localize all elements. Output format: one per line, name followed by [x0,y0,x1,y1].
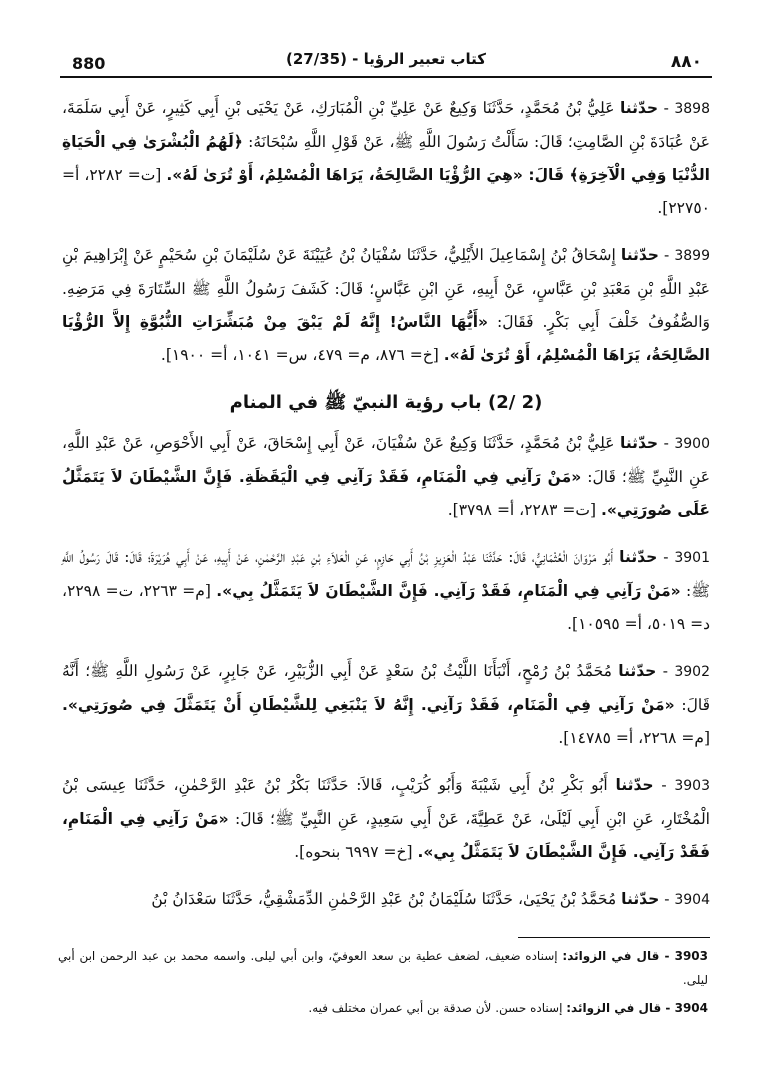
hadith-takhrij: [ت= ٢٢٨٢، أ= ٢٢٧٥٠]. [62,166,710,217]
hadith-matn: «مَنْ رَآنِي فِي الْمَنَامِ، فَقَدْ رَآنِي. فَإِنَّ الشَّيْطَانَ لاَ يَتَمَثَّلُ بِي». [62,810,710,861]
hadith-3900: 3900 - حدّثنا عَلِيُّ بْنُ مُحَمَّدٍ، حَدَّثَنَا وَكِيعٌ عَنْ سُفْيَانَ، عَنْ أَبِي إِسْحَاقَ، عَنْ أَبِي الأَحْوَصِ، عَنْ عَبْدِ اللَّهِ، عَنِ النَّبِيِّ ﷺ؛ قَالَ: «مَنْ رَآنِي فِي الْمَنَامِ، فَقَدْ رَآنِي فِي الْيَقَظَةِ. فَإِنَّ الشَّيْطَانَ لاَ يَتَمَثَّلُ عَلَى صُورَتِي». [ت= ٢٢٨٣، أ= ٣٧٩٨]. [62,434,710,519]
hadith-number: 3904 [674,892,710,908]
haddathana-word: حدّثنا [620,246,659,264]
hadith-matn: ﴿لَهُمُ الْبُشْرَىٰ فِي الْحَيَاةِ الدُّنْيَا وَفِي الْآخِرَةِ﴾ قَالَ: «هِيَ الرُّؤْيَا الصَّالِحَةُ، يَرَاهَا الْمُسْلِمُ، أَوْ تُرَىٰ لَهُ». [62,133,710,184]
haddathana-word: حدّثنا [619,99,659,117]
page-body [62,92,710,931]
footnote-label: 3904 - قال في الزوائد: [566,1001,708,1015]
hadith-3901: 3901 - حدّثنا أَبُو مَرْوَانَ الْعُثْمَانِيُّ، قَالَ: حَدَّثَنَا عَبْدُ الْعَزِيزِ بْنُ أَبِي حَازِمٍ، عَنِ الْعَلاَءِ بْنِ عَبْدِ الرَّحْمٰنِ، عَنْ أَبِيهِ، عَنْ أَبِي هُرَيْرَةَ؛ قَالَ: قَالَ رَسُولُ اللَّهِ ﷺ: «مَنْ رَآنِي فِي الْمَنَامِ، فَقَدْ رَآنِي. فَإِنَّ الشَّيْطَانَ لاَ يَتَمَثَّلُ بِي». [م= ٢٢٦٣، ت= ٢٢٩٨، د= ٥٠١٩، أ= ١٠٥٩٥]. [62,548,710,633]
hadith-number: 3902 [674,664,710,680]
hadith-3899: 3899 - حدّثنا إِسْحَاقُ بْنُ إِسْمَاعِيلَ الأَيْلِيُّ، حَدَّثَنَا سُفْيَانُ بْنُ عُيَيْنَةَ عَنْ سُلَيْمَانَ بْنِ سُحَيْمٍ عَنْ إِبْرَاهِيمَ بْنِ عَبْدِ اللَّهِ بْنِ مَعْبَدِ بْنِ عَبَّاسٍ، عَنْ أَبِيهِ، عَنِ ابْنِ عَبَّاسٍ؛ قَالَ: كَشَفَ رَسُولُ اللَّهِ ﷺ السِّتَارَةَ فِي مَرَضِهِ. وَالصُّفُوفُ خَلْفَ أَبِي بَكْرٍ. فَقَالَ: «أَيُّهَا النَّاسُ! إِنَّهُ لَمْ يَبْقَ مِنْ مُبَشِّرَاتِ النُّبُوَّةِ إِلاَّ الرُّؤْيَا الصَّالِحَةُ، يَرَاهَا الْمُسْلِمُ، أَوْ تُرَىٰ لَهُ». [خ= ٨٧٦، م= ٤٧٩، س= ١٠٤١، أ= ١٩٠٠]. [62,246,710,364]
chapter-title: (2 /2) باب رؤية النبيّ ﷺ في المنام [229,392,543,413]
hadith-3903: 3903 - حدّثنا أَبُو بَكْرِ بْنُ أَبِي شَيْبَةَ وَأَبُو كُرَيْبٍ، قَالاَ: حَدَّثَنَا بَكْرُ بْنُ عَبْدِ الرَّحْمٰنِ، حَدَّثَنَا عِيسَى بْنُ الْمُخْتَارِ، عَنِ ابْنِ أَبِي لَيْلَىٰ، عَنْ عَطِيَّةَ، عَنْ أَبِي سَعِيدٍ، عَنِ النَّبِيِّ ﷺ؛ قَالَ: «مَنْ رَآنِي فِي الْمَنَامِ، فَقَدْ رَآنِي. فَإِنَّ الشَّيْطَانَ لاَ يَتَمَثَّلُ بِي». [خ= ٦٩٩٧ بنحوه]. [62,776,710,861]
hadith-number: 3900 [674,436,710,452]
hadith-isnad: عَلِيُّ بْنُ مُحَمَّدٍ، حَدَّثَنَا وَكِيعٌ عَنْ سُفْيَانَ، عَنْ أَبِي إِسْحَاقَ، عَنْ أَبِي الأَحْوَصِ، عَنْ عَبْدِ اللَّهِ، عَنِ النَّبِيِّ ﷺ؛ قَالَ: [62,434,710,486]
hadith-matn: «مَنْ رَآنِي فِي الْمَنَامِ، فَقَدْ رَآنِي. إِنَّهُ لاَ يَنْبَغِي لِلشَّيْطَانِ أَنْ يَتَمَثَّلَ فِي صُورَتِي». [62,696,675,714]
hadith-isnad: أَبُو بَكْرِ بْنُ أَبِي شَيْبَةَ وَأَبُو كُرَيْبٍ، قَالاَ: حَدَّثَنَا بَكْرُ بْنُ عَبْدِ الرَّحْمٰنِ، حَدَّثَنَا عِيسَى بْنُ الْمُخْتَارِ، عَنِ ابْنِ أَبِي لَيْلَىٰ، عَنْ عَطِيَّةَ، عَنْ أَبِي سَعِيدٍ، عَنِ النَّبِيِّ ﷺ؛ قَالَ: [62,776,710,828]
running-title: (27/35) - كتاب تعبير الرؤيا [286,50,486,68]
page-number-arabic: ٨٨٠ [670,52,702,72]
hadith-isnad: عَلِيُّ بْنُ مُحَمَّدٍ، حَدَّثَنَا وَكِيعٌ عَنْ عَلِيِّ بْنِ الْمُبَارَكِ، عَنْ يَحْيَى بْنِ أَبِي كَثِيرٍ، عَنْ أَبِي سَلَمَةَ، عَنْ عُبَادَةَ بْنِ الصَّامِتِ؛ قَالَ: سَأَلْتُ رَسُولَ اللَّهِ ﷺ، عَنْ قَوْلِ اللَّهِ سُبْحَانَهُ: [62,99,710,151]
hadith-matn: «مَنْ رَآنِي فِي الْمَنَامِ، فَقَدْ رَآنِي فِي الْيَقَظَةِ. فَإِنَّ الشَّيْطَانَ لاَ يَتَمَثَّلُ عَلَى صُورَتِي». [62,468,710,519]
hadith-3898: 3898 - حدّثنا عَلِيُّ بْنُ مُحَمَّدٍ، حَدَّثَنَا وَكِيعٌ عَنْ عَلِيِّ بْنِ الْمُبَارَكِ، عَنْ يَحْيَى بْنِ أَبِي كَثِيرٍ، عَنْ أَبِي سَلَمَةَ، عَنْ عُبَادَةَ بْنِ الصَّامِتِ؛ قَالَ: سَأَلْتُ رَسُولَ اللَّهِ ﷺ، عَنْ قَوْلِ اللَّهِ سُبْحَانَهُ: ﴿لَهُمُ الْبُشْرَىٰ فِي الْحَيَاةِ الدُّنْيَا وَفِي الْآخِرَةِ﴾ قَالَ: «هِيَ الرُّؤْيَا الصَّالِحَةُ، يَرَاهَا الْمُسْلِمُ، أَوْ تُرَىٰ لَهُ». [ت= ٢٢٨٢، أ= ٢٢٧٥٠]. [62,99,710,217]
hadith-3902: 3902 - حدّثنا مُحَمَّدُ بْنُ رُمْحٍ، أَنْبَأَنَا اللَّيْثُ بْنُ سَعْدٍ عَنْ أَبِي الزُّبَيْرِ، عَنْ جَابِرٍ، عَنْ رَسُولِ اللَّهِ ﷺ؛ أَنَّهُ قَالَ: «مَنْ رَآنِي فِي الْمَنَامِ، فَقَدْ رَآنِي. إِنَّهُ لاَ يَنْبَغِي لِلشَّيْطَانِ أَنْ يَتَمَثَّلَ فِي صُورَتِي». [م= ٢٢٦٨، أ= ١٤٧٨٥]. [62,662,710,747]
footnote-divider [518,937,710,938]
haddathana-word: حدّثنا [621,890,660,908]
footnote-text: إسناده حسن. لأن صدقة بن أبي عمران مختلف فيه. [308,1001,563,1015]
hadith-number: 3903 [674,778,710,794]
page-header [60,42,712,78]
hadith-number: 3901 [674,550,710,566]
hadith-matn: «مَنْ رَآنِي فِي الْمَنَامِ، فَقَدْ رَآنِي. فَإِنَّ الشَّيْطَانَ لاَ يَتَمَثَّلُ بِي». [216,582,681,600]
hadith-isnad: أَبُو مَرْوَانَ الْعُثْمَانِيُّ، قَالَ: حَدَّثَنَا عَبْدُ الْعَزِيزِ بْنُ أَبِي حَازِمٍ، عَنِ الْعَلاَءِ بْنِ عَبْدِ الرَّحْمٰنِ، عَنْ أَبِيهِ، عَنْ أَبِي هُرَيْرَةَ؛ قَالَ: قَالَ رَسُولُ اللَّهِ ﷺ: [62,548,710,600]
hadith-matn: «أَيُّهَا النَّاسُ! إِنَّهُ لَمْ يَبْقَ مِنْ مُبَشِّرَاتِ النُّبُوَّةِ إِلاَّ الرُّؤْيَا الصَّالِحَةُ، يَرَاهَا الْمُسْلِمُ، أَوْ تُرَىٰ لَهُ». [62,313,710,364]
footnote-label: 3903 - قال في الزوائد: [562,949,708,963]
hadith-takhrij: [خ= ٨٧٦، م= ٤٧٩، س= ١٠٤١، أ= ١٩٠٠]. [160,346,439,364]
footnote-text: إسناده ضعيف، لضعف عطية بن سعد العوفيّ، وابن أبي ليلى. واسمه محمد بن عبد الرحمن ابن أبي ليلى. [58,949,708,987]
haddathana-word: حدّثنا [620,434,659,452]
hadith-isnad: مُحَمَّدُ بْنُ يَحْيَىٰ، حَدَّثَنَا سُلَيْمَانُ بْنُ عَبْدِ الرَّحْمٰنِ الدِّمَشْقِيُّ، حَدَّثَنَا سَعْدَانُ بْنُ [151,890,617,908]
footnote-3903 [58,944,708,992]
page-number-latin: 880 [72,54,106,73]
hadith-3904: 3904 - حدّثنا مُحَمَّدُ بْنُ يَحْيَىٰ، حَدَّثَنَا سُلَيْمَانُ بْنُ عَبْدِ الرَّحْمٰنِ الدِّمَشْقِيُّ، حَدَّثَنَا سَعْدَانُ بْنُ [151,890,710,908]
haddathana-word: حدّثنا [615,776,654,794]
hadith-takhrij: [م= ٢٢٦٣، ت= ٢٢٩٨، د= ٥٠١٩، أ= ١٠٥٩٥]. [62,582,710,633]
hadith-takhrij: [م= ٢٢٦٨، أ= ١٤٧٨٥]. [558,729,710,747]
hadith-isnad: مُحَمَّدُ بْنُ رُمْحٍ، أَنْبَأَنَا اللَّيْثُ بْنُ سَعْدٍ عَنْ أَبِي الزُّبَيْرِ، عَنْ جَابِرٍ، عَنْ رَسُولِ اللَّهِ ﷺ؛ أَنَّهُ قَالَ: [62,662,710,714]
footnotes [58,944,708,1024]
hadith-number: 3898 [674,101,710,117]
haddathana-word: حدّثنا [618,662,657,680]
hadith-isnad: إِسْحَاقُ بْنُ إِسْمَاعِيلَ الأَيْلِيُّ، حَدَّثَنَا سُفْيَانُ بْنُ عُيَيْنَةَ عَنْ سُلَيْمَانَ بْنِ سُحَيْمٍ عَنْ إِبْرَاهِيمَ بْنِ عَبْدِ اللَّهِ بْنِ مَعْبَدِ بْنِ عَبَّاسٍ، عَنْ أَبِيهِ، عَنِ ابْنِ عَبَّاسٍ؛ قَالَ: كَشَفَ رَسُولُ اللَّهِ ﷺ السِّتَارَةَ فِي مَرَضِهِ. وَالصُّفُوفُ خَلْفَ أَبِي بَكْرٍ. فَقَالَ: [62,246,710,331]
haddathana-word: حدّثنا [619,548,658,566]
footnote-3904 [58,996,708,1020]
hadith-takhrij: [خ= ٦٩٩٧ بنحوه]. [294,843,413,861]
hadith-number: 3899 [674,248,710,264]
hadith-takhrij: [ت= ٢٢٨٣، أ= ٣٧٩٨]. [447,501,597,519]
